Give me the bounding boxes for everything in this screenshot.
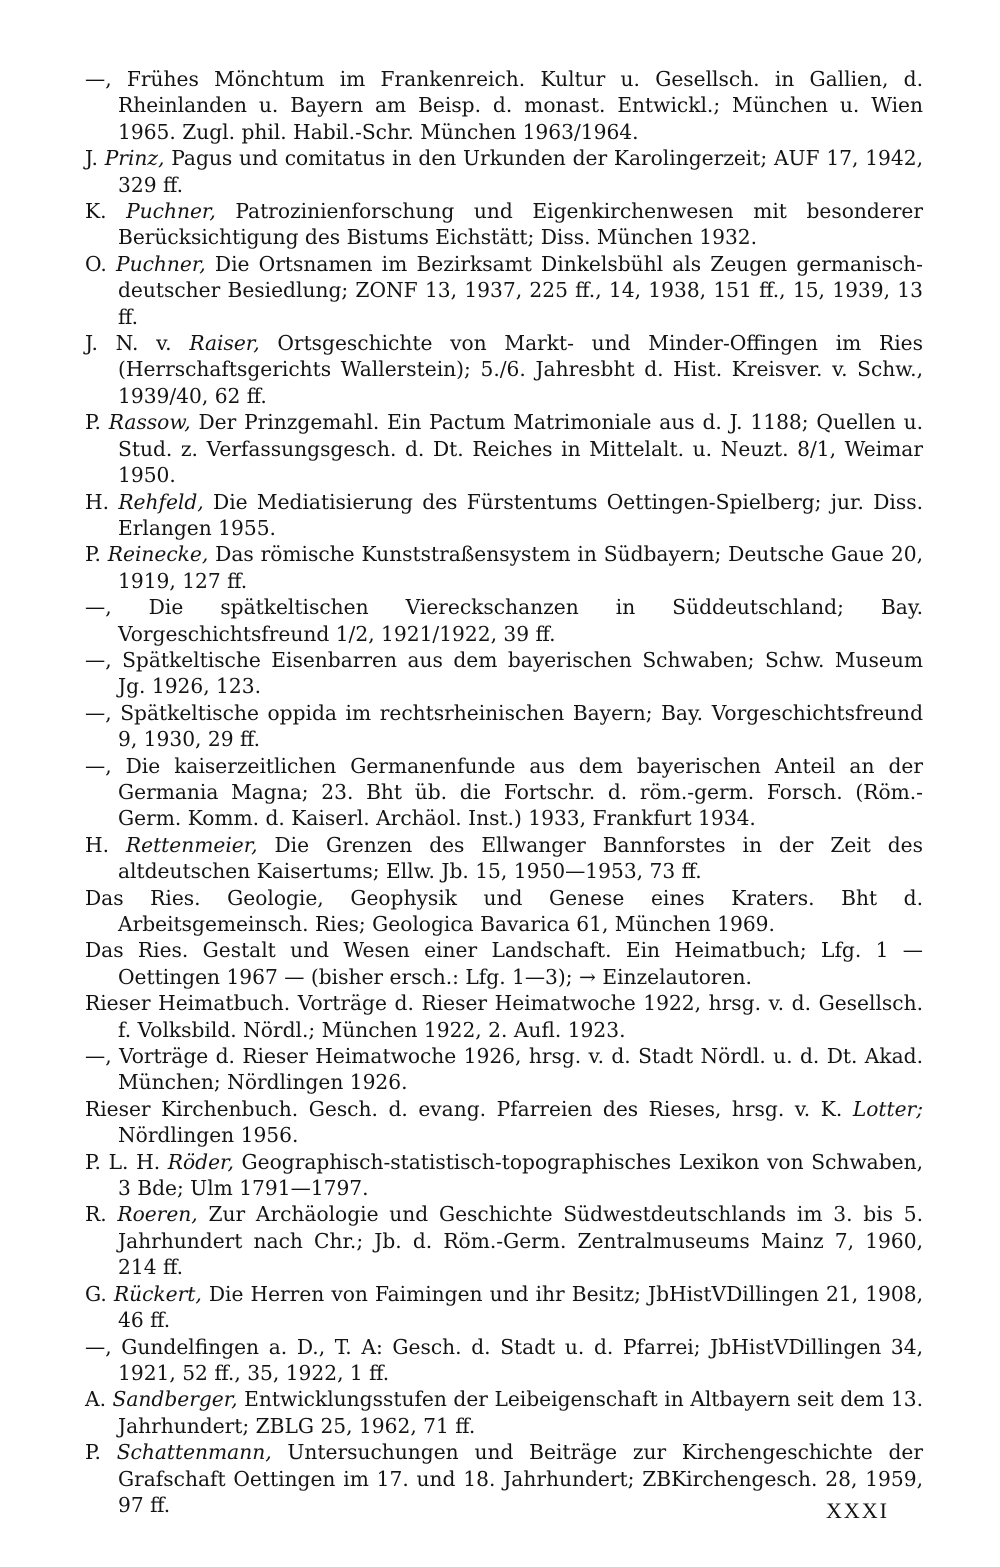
bib-entry-11 xyxy=(85,753,923,832)
entry-prefix: O. xyxy=(85,251,116,276)
entry-text: Die Herren von Faimingen und ihr Besitz; JbHistVDillingen 21, 1908, 46 ff. xyxy=(118,1281,923,1333)
entry-text: Die kaiserzeitlichen Germanenfunde aus dem bayerischen Anteil an der Germania Magna; 23. Bht üb. die Fortschr. d. röm.-germ. Forsch. (Röm.-Germ. Komm. d. Kaiserl. Archäol. Inst.) 1933, Frankfurt 1934. xyxy=(118,753,923,831)
entry-prefix: K. xyxy=(85,199,127,224)
entry-text: Gundelfingen a. D., T. A: Gesch. d. Stadt u. d. Pfarrei; JbHistVDillingen 34, 1921, 52 ff., 35, 1922, 1 ff. xyxy=(118,1334,923,1385)
entry-prefix: —, xyxy=(85,647,123,672)
bib-entry-20 xyxy=(85,1281,923,1334)
entry-author: Puchner, xyxy=(115,251,206,276)
entry-text: Entwicklungsstufen der Leibeigenschaft in Altbayern seit dem 13. Jahrhundert; ZBLG 25, 1962, 71 ff. xyxy=(118,1387,923,1438)
entry-text: Das Ries. Gestalt und Wesen einer Landschaft. Ein Heimatbuch; Lfg. 1 — Oettingen 1967 — (bisher ersch.: Lfg. 1—3); → Einzelautoren. xyxy=(85,938,923,989)
bib-entry-13 xyxy=(85,885,923,938)
entry-text-tail: Nördlingen 1956. xyxy=(118,1123,299,1148)
entry-text: Die Ortsnamen im Bezirksamt Dinkelsbühl als Zeugen germanisch-deutscher Besiedlung; ZONF 13, 1937, 225 ff., 14, 1938, 151 ff., 15, 1939, 13 ff. xyxy=(118,251,923,329)
entry-prefix: A. xyxy=(85,1387,113,1412)
entry-prefix: —, xyxy=(85,1044,119,1069)
entry-prefix: J. N. v. xyxy=(85,331,190,356)
entry-prefix: J. xyxy=(85,146,105,171)
entry-prefix: —, xyxy=(85,753,126,778)
bib-entry-18 xyxy=(85,1149,923,1202)
entry-text: Patrozinienforschung und Eigenkirchenwesen mit besonderer Berücksichtigung des Bistums Eichstätt; Diss. München 1932. xyxy=(118,199,923,250)
entry-text: Rieser Heimatbuch. Vorträge d. Rieser Heimatwoche 1922, hrsg. v. d. Gesellsch. f. Volksbild. Nördl.; München 1922, 2. Aufl. 1923. xyxy=(85,991,923,1042)
bib-entry-12 xyxy=(85,832,923,885)
bib-entry-9 xyxy=(85,647,923,700)
entry-author: Rückert, xyxy=(113,1281,202,1306)
bib-entry-2 xyxy=(85,198,923,251)
entry-text: Die Grenzen des Ellwanger Bannforstes in der Zeit des altdeutschen Kaisertums; Ellw. Jb. 15, 1950—1953, 73 ff. xyxy=(118,832,923,884)
entry-editor: Lotter; xyxy=(852,1096,923,1121)
bib-entry-3 xyxy=(85,251,923,330)
entry-prefix: H. xyxy=(85,832,126,857)
bib-entry-22 xyxy=(85,1386,923,1439)
entry-prefix: P. xyxy=(85,1440,117,1465)
entry-prefix: P. L. H. xyxy=(85,1149,168,1174)
entry-prefix: H. xyxy=(85,489,119,514)
entry-text: Spätkeltische oppida im rechtsrheinischen Bayern; Bay. Vorgeschichtsfreund 9, 1930, 29 ff. xyxy=(118,700,923,752)
bib-entry-5 xyxy=(85,409,923,488)
entry-text: Ortsgeschichte von Markt- und Minder-Offingen im Ries (Herrschaftsgerichts Wallerstein); 5./6. Jahresbht d. Hist. Kreisver. v. Schw., 1939/40, 62 ff. xyxy=(118,331,923,408)
entry-prefix: —, xyxy=(85,1334,122,1359)
bib-entry-23 xyxy=(85,1439,923,1518)
entry-prefix: —, xyxy=(85,595,149,620)
entry-author: Raiser, xyxy=(189,331,260,356)
bib-entry-8 xyxy=(85,594,923,647)
entry-prefix: —, xyxy=(85,700,121,725)
entry-text: Vorträge d. Rieser Heimatwoche 1926, hrsg. v. d. Stadt Nördl. u. d. Dt. Akad. München; Nördlingen 1926. xyxy=(118,1044,923,1095)
entry-author: Sandberger, xyxy=(112,1387,238,1412)
entry-author: Roeren, xyxy=(117,1202,198,1227)
bib-entry-19 xyxy=(85,1201,923,1280)
entry-author: Puchner, xyxy=(126,199,216,224)
bib-entry-16 xyxy=(85,1043,923,1096)
entry-text: Untersuchungen und Beiträge zur Kirchengeschichte der Grafschaft Oettingen im 17. und 18. Jahrhundert; ZBKirchengesch. 28, 1959, 97 ff. xyxy=(118,1440,923,1517)
bib-entry-4 xyxy=(85,330,923,409)
entry-text: Geographisch-statistisch-topographisches Lexikon von Schwaben, 3 Bde; Ulm 1791—1797. xyxy=(118,1149,923,1201)
bib-entry-0 xyxy=(85,66,923,145)
entry-text: Die Mediatisierung des Fürstentums Oettingen-Spielberg; jur. Diss. Erlangen 1955. xyxy=(118,489,923,540)
bib-entry-15 xyxy=(85,990,923,1043)
entry-author: Rehfeld, xyxy=(118,489,204,514)
entry-text: Die spätkeltischen Viereckschanzen in Süddeutschland; Bay. Vorgeschichtsfreund 1/2, 1921/1922, 39 ff. xyxy=(118,595,923,646)
entry-text: Pagus und comitatus in den Urkunden der Karolingerzeit; AUF 17, 1942, 329 ff. xyxy=(118,146,923,197)
entry-text: Das Ries. Geologie, Geophysik und Genese eines Kraters. Bht d. Arbeitsgemeinsch. Ries; Geologica Bavarica 61, München 1969. xyxy=(85,885,923,936)
bib-entry-21 xyxy=(85,1334,923,1387)
entry-text: Der Prinzgemahl. Ein Pactum Matrimoniale aus d. J. 1188; Quellen u. Stud. z. Verfassungsgesch. d. Dt. Reiches in Mittelalt. u. Neuzt. 8/1, Weimar 1950. xyxy=(118,410,924,488)
entry-text: Rieser Kirchenbuch. Gesch. d. evang. Pfarreien des Rieses, hrsg. v. K. xyxy=(85,1096,853,1121)
entry-prefix: P. xyxy=(85,410,109,435)
entry-prefix: R. xyxy=(85,1202,118,1227)
entry-author: Röder, xyxy=(167,1149,234,1174)
entry-author: Prinz, xyxy=(104,146,165,171)
page-number: XXXI xyxy=(826,1498,889,1523)
entry-author: Schattenmann, xyxy=(116,1440,272,1465)
entry-text: Zur Archäologie und Geschichte Südwestdeutschlands im 3. bis 5. Jahrhundert nach Chr.; Jb. d. Röm.-Germ. Zentralmuseums Mainz 7, 1960, 214 ff. xyxy=(118,1202,923,1280)
bib-entry-14 xyxy=(85,937,923,990)
entry-text: Spätkeltische Eisenbarren aus dem bayerischen Schwaben; Schw. Museum Jg. 1926, 123. xyxy=(118,647,923,699)
entry-prefix: P. xyxy=(85,542,108,567)
entry-author: Rassow, xyxy=(108,410,191,435)
bib-entry-10 xyxy=(85,700,923,753)
entry-prefix: G. xyxy=(85,1281,114,1306)
bib-entry-17 xyxy=(85,1096,923,1149)
bibliography-page xyxy=(85,66,923,1518)
entry-text: Frühes Mönchtum im Frankenreich. Kultur u. Gesellsch. in Gallien, d. Rheinlanden u. Bayern am Beisp. d. monast. Entwickl.; München u. Wien 1965. Zugl. phil. Habil.-Schr. München 1963/1964. xyxy=(118,67,923,144)
entry-author: Reinecke, xyxy=(107,542,209,567)
entry-prefix: —, xyxy=(85,67,127,91)
bib-entry-6 xyxy=(85,489,923,542)
bib-entry-7 xyxy=(85,541,923,594)
entry-author: Rettenmeier, xyxy=(125,832,258,857)
bib-entry-1 xyxy=(85,145,923,198)
entry-text: Das römische Kunststraßensystem in Südbayern; Deutsche Gaue 20, 1919, 127 ff. xyxy=(118,542,923,593)
